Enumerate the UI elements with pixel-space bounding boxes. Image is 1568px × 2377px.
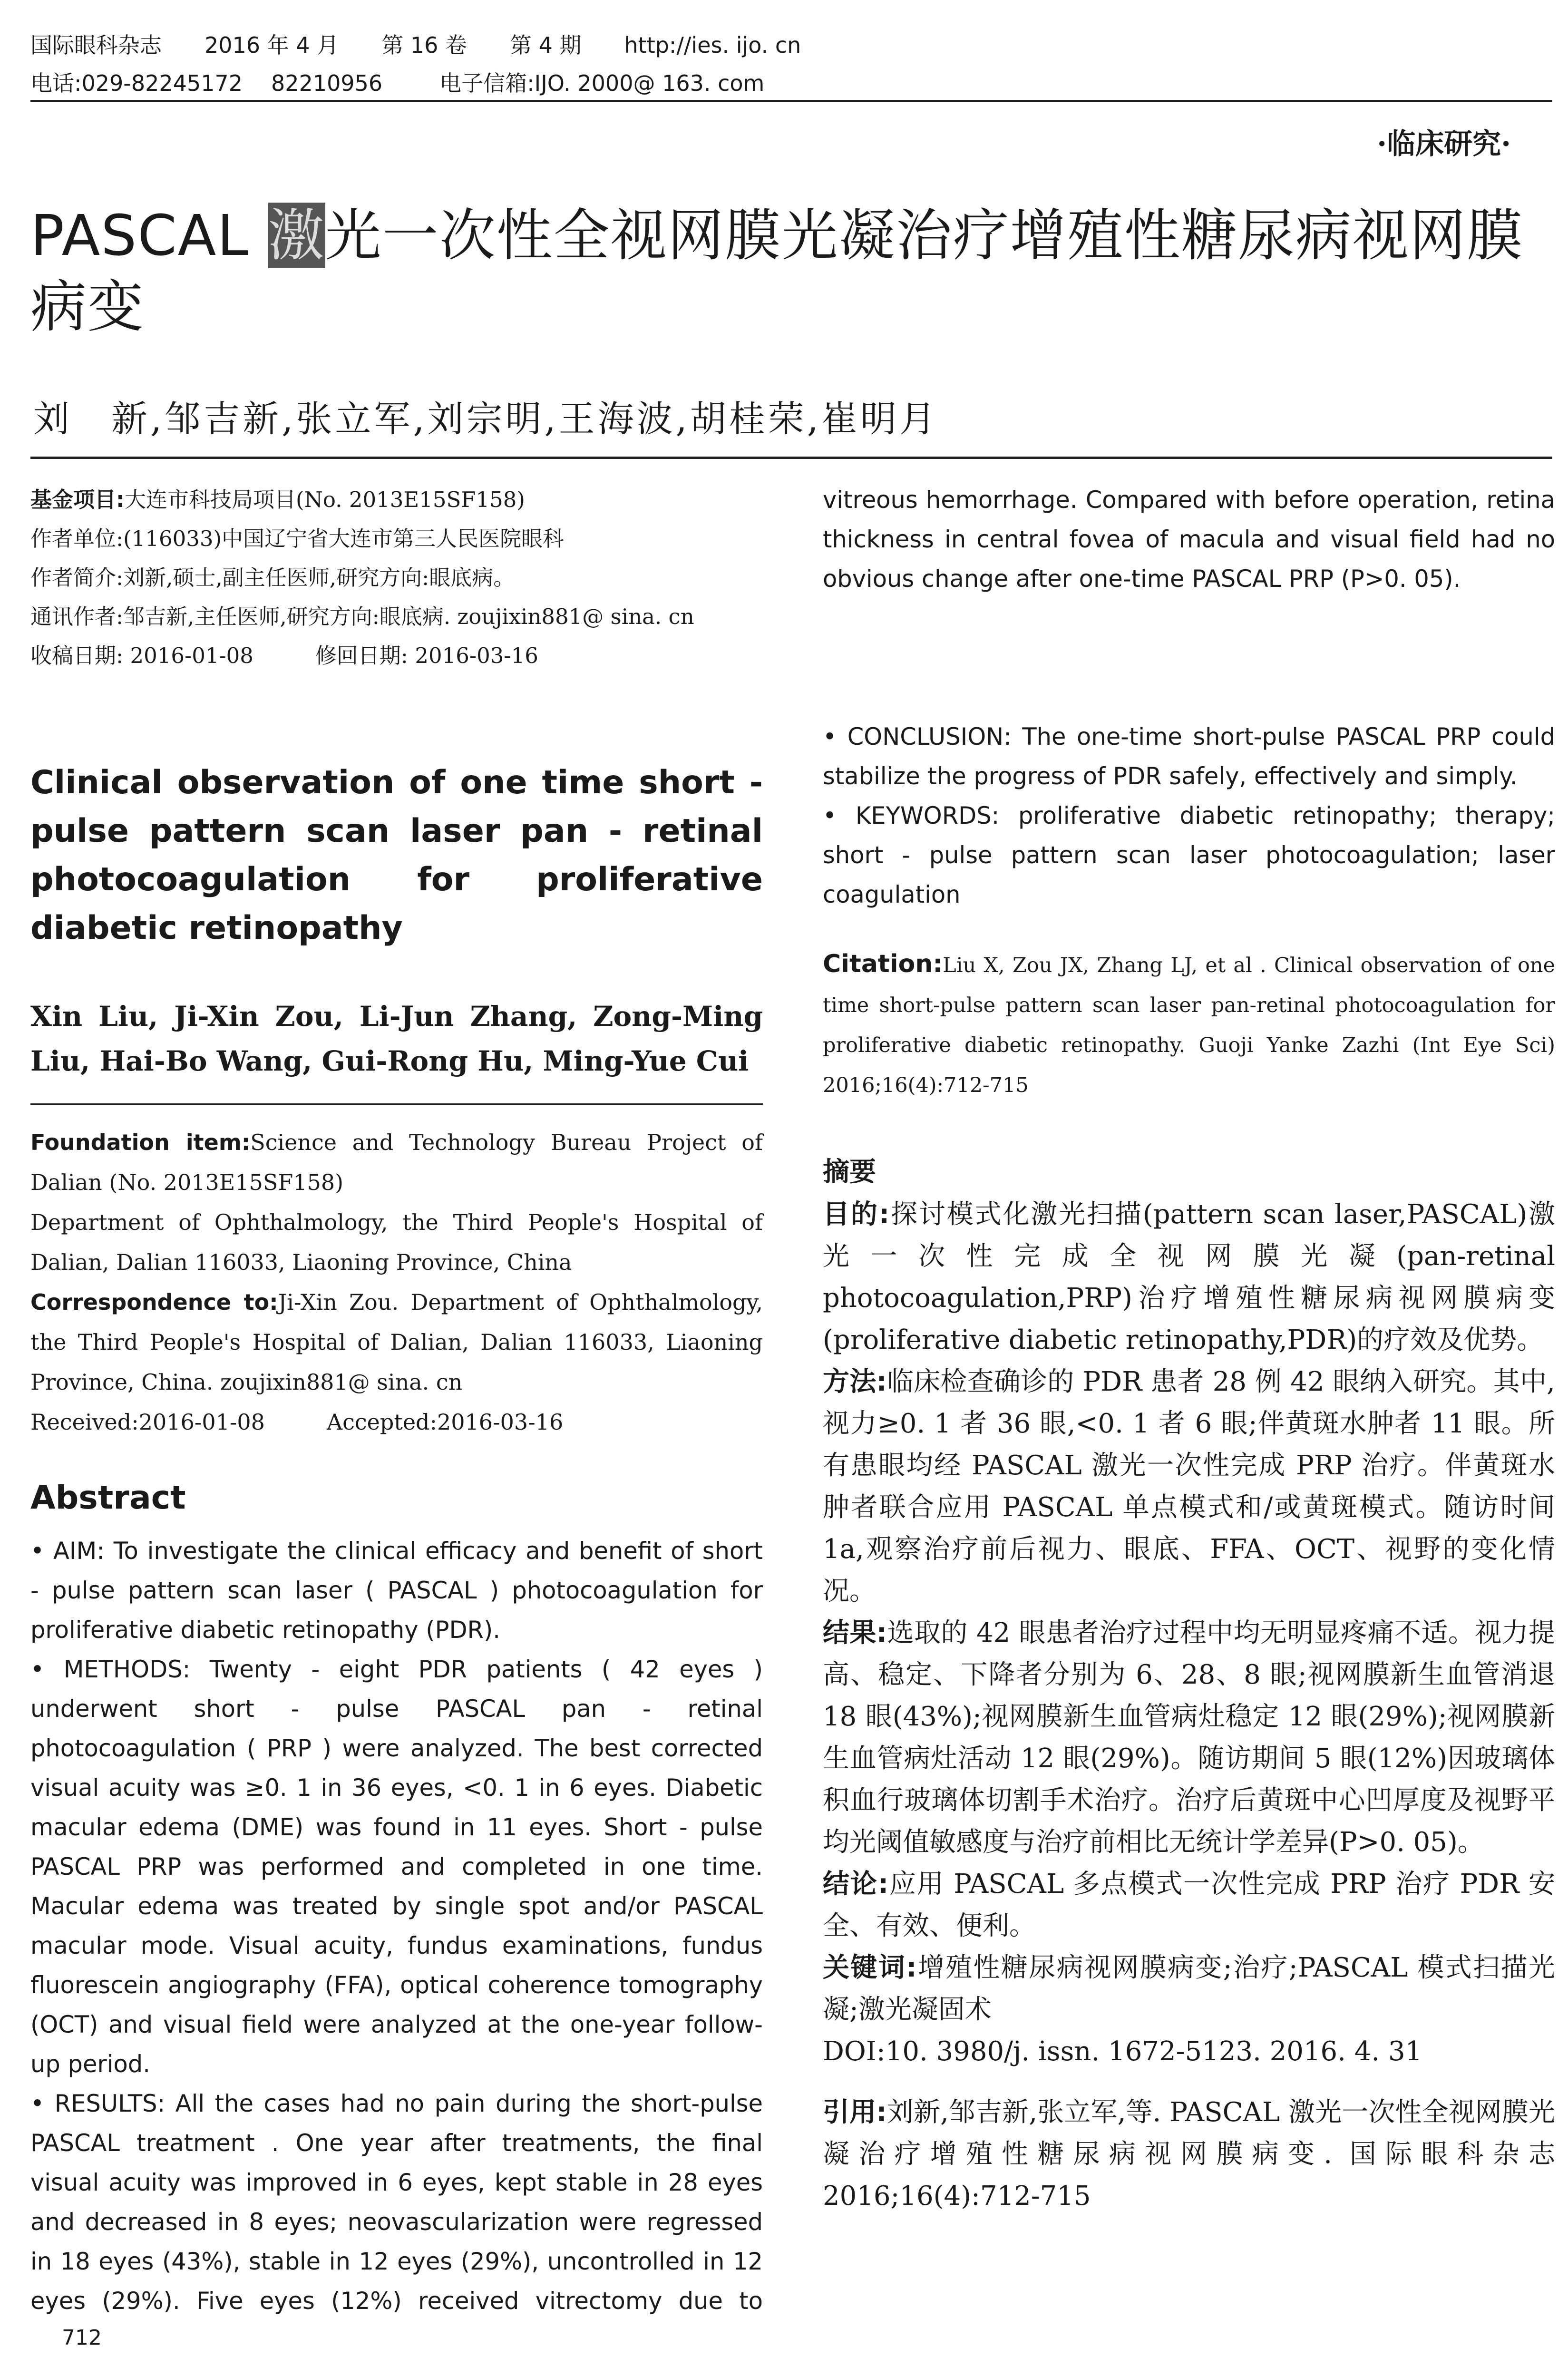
institution-cn: 作者单位:(116033)中国辽宁省大连市第三人民医院眼科 — [30, 526, 565, 551]
english-info-block — [30, 1122, 763, 1442]
zh-aim: 目的:探讨模式化激光扫描(pattern scan laser,PASCAL)激光一次性完成全视网膜光凝(pan-retinal photocoagulation,PRP)治疗增殖性糖尿病视网膜病变(proliferative diabetic retinopathy,PDR)的疗效及优势。 — [823, 1199, 1556, 1355]
received-en: Received:2016-01-08 — [30, 1409, 265, 1435]
authors-rule — [30, 457, 1552, 459]
issue: 第 4 期 — [509, 32, 582, 58]
correspondence-cn: 通讯作者:邹吉新,主任医师,研究方向:眼底病. zoujixin881@ sina. cn — [30, 604, 694, 629]
journal-phone: 电话:029-82245172 — [30, 70, 243, 96]
revised-cn: 修回日期: 2016-03-16 — [315, 643, 538, 668]
journal-phone-2: 82210956 — [271, 70, 383, 96]
citation-zh: 引用:刘新,邹吉新,张立军,等. PASCAL 激光一次性全视网膜光凝治疗增殖性糖尿病视网膜病变. 国际眼科杂志 2016;16(4):712-715 — [823, 2097, 1555, 2211]
issue-date: 2016 年 4 月 — [205, 32, 339, 58]
journal-header-line-1 — [30, 26, 1552, 64]
chinese-info-block — [30, 480, 763, 675]
dates-cn — [30, 636, 763, 675]
zh-doi: DOI:10. 3980/j. issn. 1672-5123. 2016. 4. 31 — [823, 2036, 1422, 2067]
received-cn: 收稿日期: 2016-01-08 — [30, 643, 253, 668]
abstract-results-continued — [823, 480, 1555, 717]
zh-results: 结果:选取的 42 眼患者治疗过程中均无明显疼痛不适。视力提高、稳定、下降者分别为 6、28、8 眼;视网膜新生血管消退 18 眼(43%);视网膜新生血管病灶稳定 12 眼(29%);视网膜新生血管病灶活动 12 眼(29%)。随访期间 5 眼(12%)因玻璃体积血行玻璃体切割手术治疗。治疗后黄斑中心凹厚度及视野平均光阈值敏感度与治疗前相比无统计学差异(P>0. 05)。 — [823, 1617, 1556, 1858]
abstract-results: • RESULTS: All the cases had no pain during the short-pulse PASCAL treatment . One year after treatments, the final visual acuity was improved in 6 eyes, kept stable in 28 eyes and decreased in 8 eyes; neovascularization were regressed in 18 eyes (43%), stable in 12 eyes (29%), uncontrolled in 12 eyes (29%). Five eyes (12%) received vitrectomy due to — [30, 2090, 763, 2315]
zh-keywords: 关键词:增殖性糖尿病视网膜病变;治疗;PASCAL 模式扫描光凝;激光凝固术 — [823, 1952, 1555, 2025]
volume: 第 16 卷 — [381, 32, 467, 58]
foundation-cn: 基金项目:大连市科技局项目(No. 2013E15SF158) — [30, 487, 525, 512]
abstract-conclusion: • CONCLUSION: The one-time short-pulse PASCAL PRP could stabilize the progress of PDR safely, effectively and simply. — [823, 723, 1555, 790]
authors-cn: 刘 新,邹吉新,张立军,刘宗明,王海波,胡桂荣,崔明月 — [33, 398, 938, 440]
abstract-keywords: • KEYWORDS: proliferative diabetic retinopathy; therapy; short - pulse pattern scan laser photocoagulation; laser coagulation — [823, 802, 1555, 908]
foundation-en: Foundation item:Science and Technology Bureau Project of Dalian (No. 2013E15SF158) — [30, 1130, 763, 1195]
abstract-methods: • METHODS: Twenty - eight PDR patients ( 42 eyes ) underwent short - pulse PASCAL pan - retinal photocoagulation ( PRP ) were analyzed. The best corrected visual acuity was ≥0. 1 in 36 eyes, <0. 1 in 6 eyes. Diabetic macular edema (DME) was found in 11 eyes. Short - pulse PASCAL PRP was performed and completed in one time. Macular edema was treated by single spot and/or PASCAL macular mode. Visual acuity, fundus examinations, fundus fluorescein angiography (FFA), optical coherence tomography (OCT) and visual field were analyzed at the one-year follow-up period. — [30, 1656, 763, 2078]
english-authors: Xin Liu, Ji-Xin Zou, Li-Jun Zhang, Zong-Ming Liu, Hai-Bo Wang, Gui-Rong Hu, Ming-Yue Cui — [30, 1000, 763, 1077]
article-title — [30, 200, 1562, 342]
page-number: 712 — [62, 2326, 102, 2350]
journal-url: http://ies. ijo. cn — [624, 32, 801, 58]
title-highlight: 激 — [268, 203, 325, 268]
journal-name: 国际眼科杂志 — [30, 32, 162, 58]
english-authors-rule — [30, 1103, 763, 1105]
abstract-en-left — [30, 1531, 763, 2321]
dates-en — [30, 1402, 763, 1442]
zh-conclusion: 结论:应用 PASCAL 多点模式一次性完成 PRP 治疗 PDR 安全、有效、便利。 — [823, 1869, 1556, 1941]
department-en: Department of Ophthalmology, the Third People's Hospital of Dalian, Dalian 116033, Liaoning Province, China — [30, 1209, 763, 1275]
abstract-en-right — [823, 480, 1555, 915]
accepted-en: Accepted:2016-03-16 — [326, 1409, 564, 1435]
journal-header-line-2 — [30, 64, 1552, 102]
english-title: Clinical observation of one time short - pulse pattern scan laser pan - retinal photocoagulation for proliferative diabetic retinopathy — [30, 764, 763, 947]
zh-abstract — [823, 1151, 1555, 2217]
correspondence-en: Correspondence to:Ji-Xin Zou. Department of Ophthalmology, the Third People's Hospital of Dalian, Dalian 116033, Liaoning Province, China. zoujixin881@ sina. cn — [30, 1289, 763, 1395]
header-rule — [30, 100, 1552, 102]
abstract-heading: Abstract — [30, 1479, 186, 1517]
title-pre: PASCAL — [30, 203, 268, 268]
zh-methods: 方法:临床检查确诊的 PDR 患者 28 例 42 眼纳入研究。其中,视力≥0. 1 者 36 眼,<0. 1 者 6 眼;伴黄斑水肿者 11 眼。所有患眼均经 PASCAL 激光一次性完成 PRP 治疗。伴黄斑水肿者联合应用 PASCAL 单点模式和/或黄斑模式。随访时间 1a,观察治疗前后视力、眼底、FFA、OCT、视野的变化情况。 — [823, 1366, 1555, 1607]
zh-abstract-heading: 摘要 — [823, 1157, 876, 1188]
section-tag: ·临床研究· — [1377, 127, 1511, 161]
abstract-results-overflow: vitreous hemorrhage. Compared with before operation, retina thickness in central fovea of macula and visual field had no obvious change after one-time PASCAL PRP (P>0. 05). — [823, 486, 1555, 593]
abstract-aim: • AIM: To investigate the clinical efficacy and benefit of short - pulse pattern scan laser ( PASCAL ) photocoagulation for proliferative diabetic retinopathy (PDR). — [30, 1537, 763, 1644]
title-post: 光一次性全视网膜光凝治疗增殖性糖尿病视网膜病变 — [30, 203, 1524, 340]
journal-email: 电子信箱:IJO. 2000@ 163. com — [439, 70, 765, 96]
citation-en: Citation:Liu X, Zou JX, Zhang LJ, et al . Clinical observation of one time short-pulse pattern scan laser pan-retinal photocoagulation for proliferative diabetic retinopathy. Guoji Yanke Zazhi (Int Eye Sci) 2016;16(4):712-715 — [823, 950, 1555, 1097]
journal-header — [30, 26, 1552, 102]
bio-cn: 作者简介:刘新,硕士,副主任医师,研究方向:眼底病。 — [30, 565, 515, 590]
